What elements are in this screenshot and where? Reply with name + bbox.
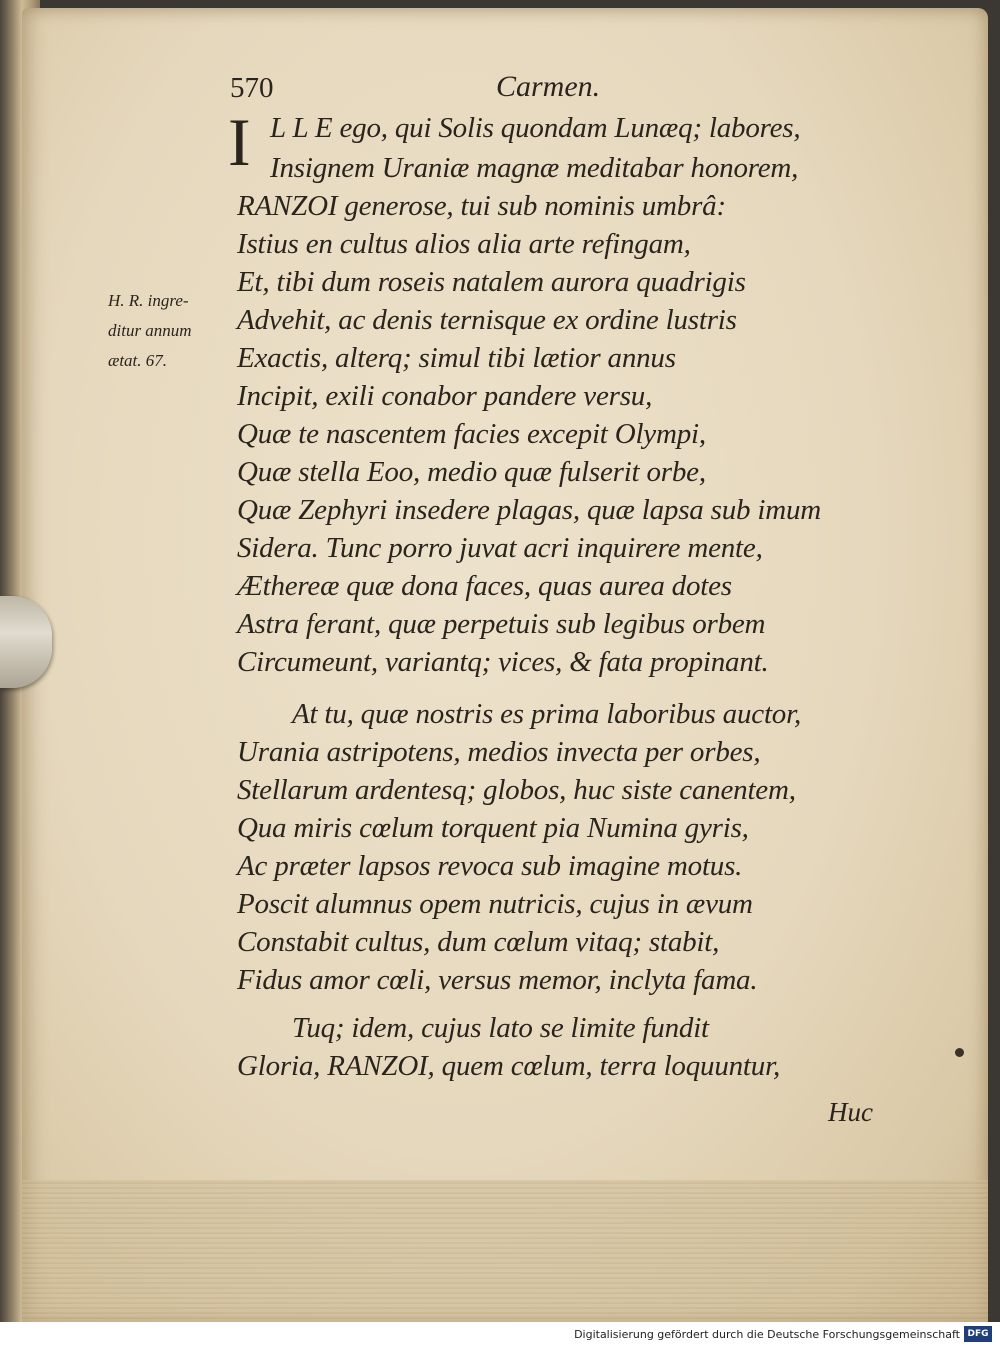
page-stack-edge [22, 1180, 988, 1322]
verse-line: Advehit, ac denis ternisque ex ordine lustris [237, 304, 737, 336]
verse-line: RANZOI generose, tui sub nominis umbrâ: [237, 190, 726, 222]
drop-cap: I [228, 104, 251, 180]
verse-line: Constabit cultus, dum cœlum vitaq; stabit, [237, 926, 720, 958]
paper-hole [955, 1048, 964, 1057]
marginal-note-line: ætat. 67. [108, 351, 168, 370]
catchword: Huc [828, 1097, 873, 1127]
verse-line: Sidera. Tunc porro juvat acri inquirere mente, [237, 532, 763, 564]
dfg-logo: DFG [964, 1326, 992, 1342]
verse-line: Insignem Uraniæ magnæ meditabar honorem, [270, 152, 799, 184]
verse-line: Tuq; idem, cujus lato se limite fundit [292, 1012, 709, 1044]
footer [0, 1322, 1000, 1348]
verse-line: Quæ te nascentem facies excepit Olympi, [237, 418, 706, 450]
verse-line: Poscit alumnus opem nutricis, cujus in ævum [237, 888, 753, 920]
marginal-note-line: H. R. ingre- [108, 291, 189, 310]
page-number: 570 [230, 72, 274, 104]
marginal-note [108, 286, 192, 376]
verse-line: At tu, quæ nostris es prima laboribus auctor, [292, 698, 802, 730]
marginal-note-line: ditur annum [108, 321, 192, 340]
running-head: Carmen. [496, 70, 601, 103]
verse-line: Æthereæ quæ dona faces, quas aurea dotes [237, 570, 732, 602]
verse-line: Urania astripotens, medios invecta per orbes, [237, 736, 761, 768]
verse-line: Astra ferant, quæ perpetuis sub legibus orbem [237, 608, 766, 640]
verse-line: Ac præter lapsos revoca sub imagine motus. [237, 850, 743, 882]
verse-line: Istius en cultus alios alia arte refingam, [237, 228, 691, 260]
verse-line: Qua miris cœlum torquent pia Numina gyris, [237, 812, 749, 844]
verse-line: Quæ stella Eoo, medio quæ fulserit orbe, [237, 456, 706, 488]
verse-line: Gloria, RANZOI, quem cœlum, terra loquuntur, [237, 1050, 781, 1082]
verse-line: Fidus amor cœli, versus memor, inclyta fama. [237, 964, 758, 996]
verse-line: Exactis, alterq; simul tibi lætior annus [237, 342, 676, 374]
verse-line: Stellarum ardentesq; globos, huc siste canentem, [237, 774, 796, 806]
verse-line: Incipit, exili conabor pandere versu, [237, 380, 653, 412]
funding-credit: Digitalisierung gefördert durch die Deutsche Forschungsgemeinschaft [574, 1328, 960, 1341]
verse-line: L L E ego, qui Solis quondam Lunæq; labores, [270, 112, 801, 144]
verse-line: Et, tibi dum roseis natalem aurora quadrigis [237, 266, 746, 298]
verse-line: Quæ Zephyri insedere plagas, quæ lapsa sub imum [237, 494, 822, 526]
verse-line: Circumeunt, variantq; vices, & fata propinant. [237, 646, 769, 678]
